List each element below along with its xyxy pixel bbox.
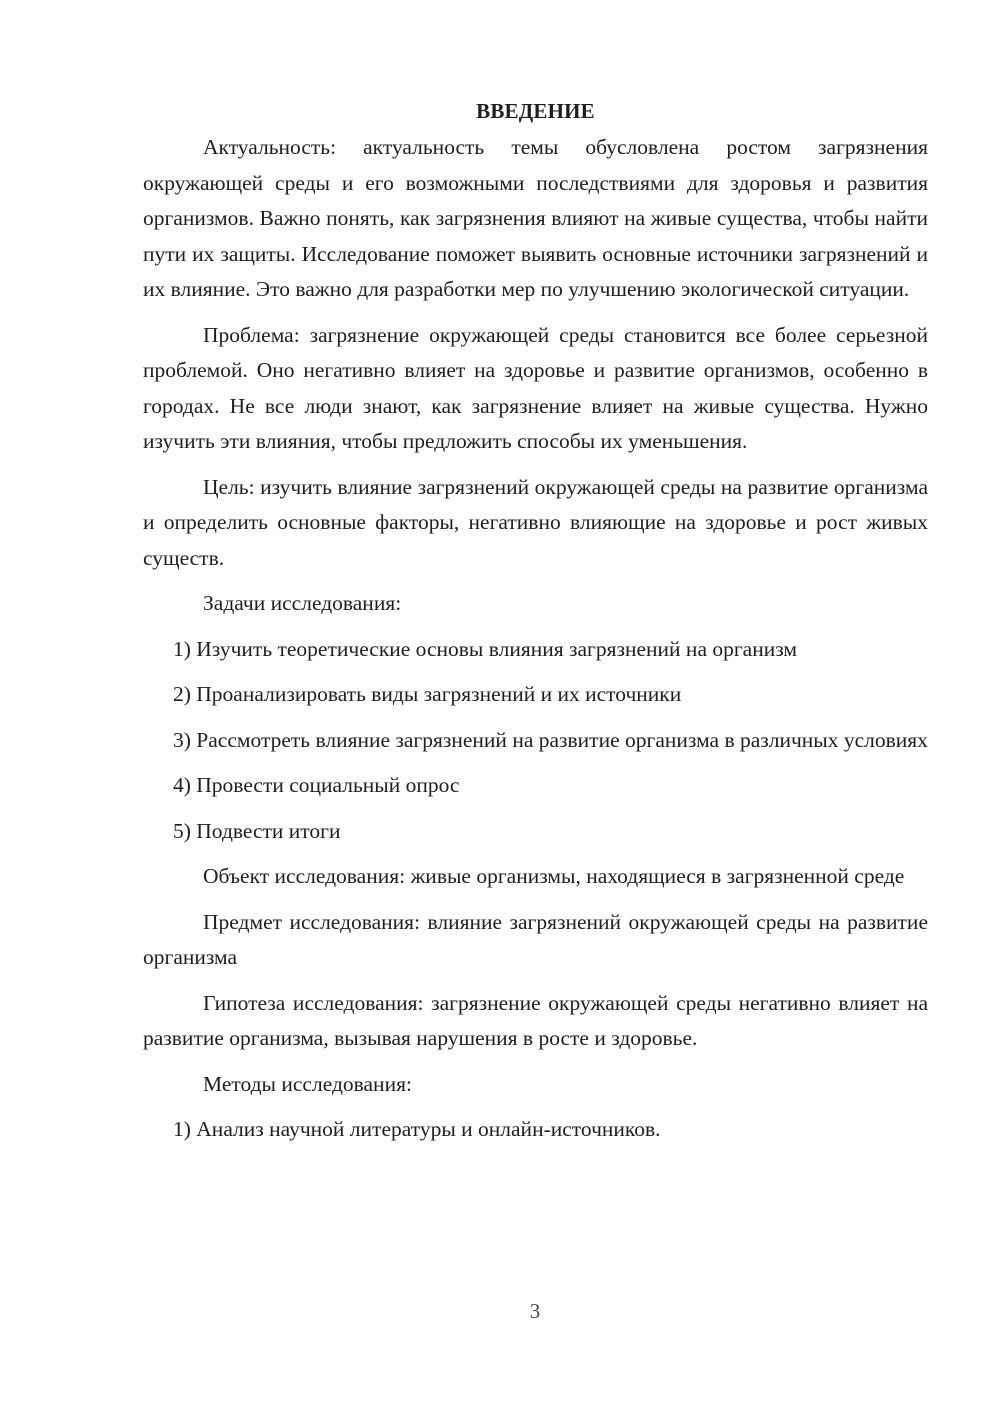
paragraph-subject: Предмет исследования: влияние загрязнений окружающей среды на развитие организма bbox=[143, 909, 928, 969]
methods-heading: Методы исследования: bbox=[203, 1071, 412, 1096]
paragraph-goal: Цель: изучить влияние загрязнений окружающей среды на развитие организма и определить основные факторы, негативно влияющие на здоровье и рост живых существ. bbox=[143, 474, 928, 570]
page-content bbox=[143, 94, 928, 1148]
paragraph-relevance: Актуальность: актуальность темы обусловлена ростом загрязнения окружающей среды и его возможными последствиями для здоровья и развития организмов. Важно понять, как загрязнения влияют на живые существа, чтобы найти пути их защиты. Исследование поможет выявить основные источники загрязнений и их влияние. Это важно для разработки мер по улучшению экологической ситуации. bbox=[143, 135, 928, 301]
method-item-1: 1) Анализ научной литературы и онлайн-источников. bbox=[173, 1117, 661, 1141]
tasks-heading: Задачи исследования: bbox=[203, 591, 402, 615]
task-item-1: 1) Изучить теоретические основы влияния загрязнений на организм bbox=[173, 636, 798, 661]
paragraph-object: Объект исследования: живые организмы, находящиеся в загрязненной среде bbox=[203, 864, 905, 888]
task-item-5: 5) Подвести итоги bbox=[173, 818, 341, 843]
task-item-4: 4) Провести социальный опрос bbox=[173, 773, 460, 797]
task-item-2: 2) Проанализировать виды загрязнений и их источники bbox=[173, 682, 682, 706]
paragraph-hypothesis: Гипотеза исследования: загрязнение окружающей среды негативно влияет на развитие организма, вызывая нарушения в росте и здоровье. bbox=[143, 990, 928, 1050]
section-title: ВВЕДЕНИЕ bbox=[476, 99, 595, 123]
paragraph-problem: Проблема: загрязнение окружающей среды становится все более серьезной проблемой. Оно негативно влияет на здоровье и развитие организмов, особенно в городах. Не все люди знают, как загрязнение влияет на живые существа. Нужно изучить эти влияния, чтобы предложить способы их уменьшения. bbox=[143, 322, 928, 453]
task-item-3: 3) Рассмотреть влияние загрязнений на развитие организма в различных условиях bbox=[173, 727, 928, 752]
page-number: 3 bbox=[529, 1299, 541, 1323]
